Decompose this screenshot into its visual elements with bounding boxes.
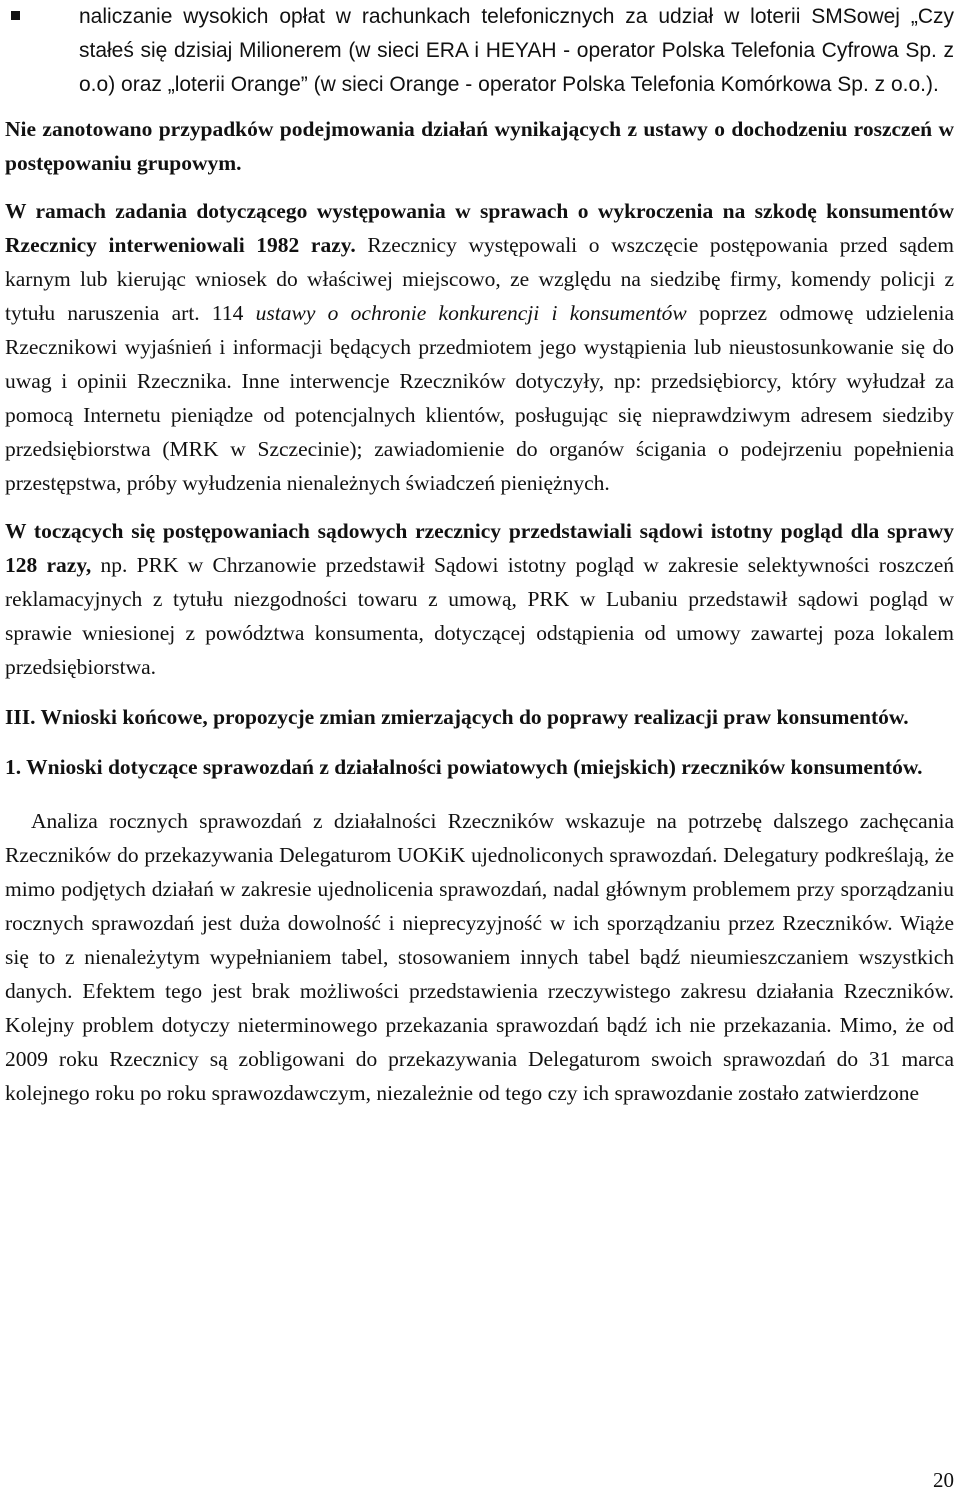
interventions-act-title: ustawy o ochronie konkurencji i konsumentów: [255, 301, 687, 325]
paragraph-court-proceedings: [5, 514, 954, 684]
page-number: 20: [933, 1468, 954, 1492]
court-text: np. PRK w Chrzanowie przedstawił Sądowi istotny pogląd w zakresie selektywności roszczeń reklamacyjnych z tytułu niezgodności towaru z umową, PRK w Lubaniu przedstawił sądowi pogląd w sprawie wniesionej z powództwa konsumenta, dotyczącej odstąpienia od umowy zawartej poza lokalem przedsiębiorstwa.: [5, 553, 954, 679]
square-bullet-icon: [11, 11, 20, 20]
paragraph-interventions: [5, 194, 954, 500]
section-heading-iii: III. Wnioski końcowe, propozycje zmian zmierzających do poprawy realizacji praw konsumentów.: [5, 705, 909, 729]
subsection-heading-1: 1. Wnioski dotyczące sprawozdań z działalności powiatowych (miejskich) rzeczników konsumentów.: [5, 755, 923, 779]
bullet-item-text: naliczanie wysokich opłat w rachunkach telefonicznych za udział w loterii SMSowej „Czy stałeś się dzisiaj Milionerem (w sieci ERA i HEYAH - operator Polska Telefonia Cyfrowa Sp. z o.o) oraz „loterii Orange” (w sieci Orange - operator Polska Telefonia Komórkowa Sp. z o.o.).: [79, 5, 954, 96]
bullet-list-item: [5, 0, 954, 102]
paragraph-no-group-cases: Nie zanotowano przypadków podejmowania działań wynikających z ustawy o dochodzeniu roszczeń w postępowaniu grupowym.: [5, 117, 954, 175]
interventions-bold-lead: W ramach zadania dotyczącego występowania w sprawach o wykroczenia na szkodę konsumentów Rzecznicy interweniowali 1982 razy.: [5, 199, 954, 257]
interventions-text-part1: Rzecznicy występowali o wszczęcie postępowania przed sądem karnym lub kierując wniosek do właściwej miejscowo, ze względu na siedzibę firmy, komendy policji z tytułu naruszenia art. 114: [5, 233, 954, 325]
interventions-text-part2: poprzez odmowę udzielenia Rzecznikowi wyjaśnień i informacji będących przedmiotem jego wystąpienia lub nieustosunkowanie się do uwag i opinii Rzecznika. Inne interwencje Rzeczników dotyczyły, np: przedsiębiorcy, który wyłudzał za pomocą Internetu pieniądze od potencjalnych klientów, posługując się nieprawdziwym adresem siedziby przedsiębiorstwa (MRK w Szczecinie); zawiadomienie do organów ścigania o podejrzeniu popełnienia przestępstwa, próby wyłudzenia nienależnych świadczeń pieniężnych.: [5, 301, 954, 495]
court-bold-lead: W toczących się postępowaniach sądowych rzecznicy przedstawiali sądowi istotny pogląd dla sprawy 128 razy,: [5, 519, 954, 577]
paragraph-analysis: Analiza rocznych sprawozdań z działalności Rzeczników wskazuje na potrzebę dalszego zachęcania Rzeczników do przekazywania Delegaturom UOKiK ujednoliconych sprawozdań. Delegatury podkreślają, że mimo podjętych działań w zakresie ujednolicenia sprawozdań, nadal głównym problemem przy sporządzaniu rocznych sprawozdań jest duża dowolność i nieprecyzyjność w ich sporządzaniu przez Rzeczników. Wiąże się to z nienależytym wypełnianiem tabel, stosowaniem innych tabel bądź nieumieszczaniem wszystkich danych. Efektem tego jest brak możliwości przedstawienia rzeczywistego zakresu działania Rzeczników. Kolejny problem dotyczy nieterminowego przekazania sprawozdań bądź ich nie przekazania. Mimo, że od 2009 roku Rzecznicy są zobligowani do przekazywania Delegaturom swoich sprawozdań do 31 marca kolejnego roku po roku sprawozdawczym, niezależnie od tego czy ich sprawozdanie zostało zatwierdzone: [5, 809, 954, 1105]
